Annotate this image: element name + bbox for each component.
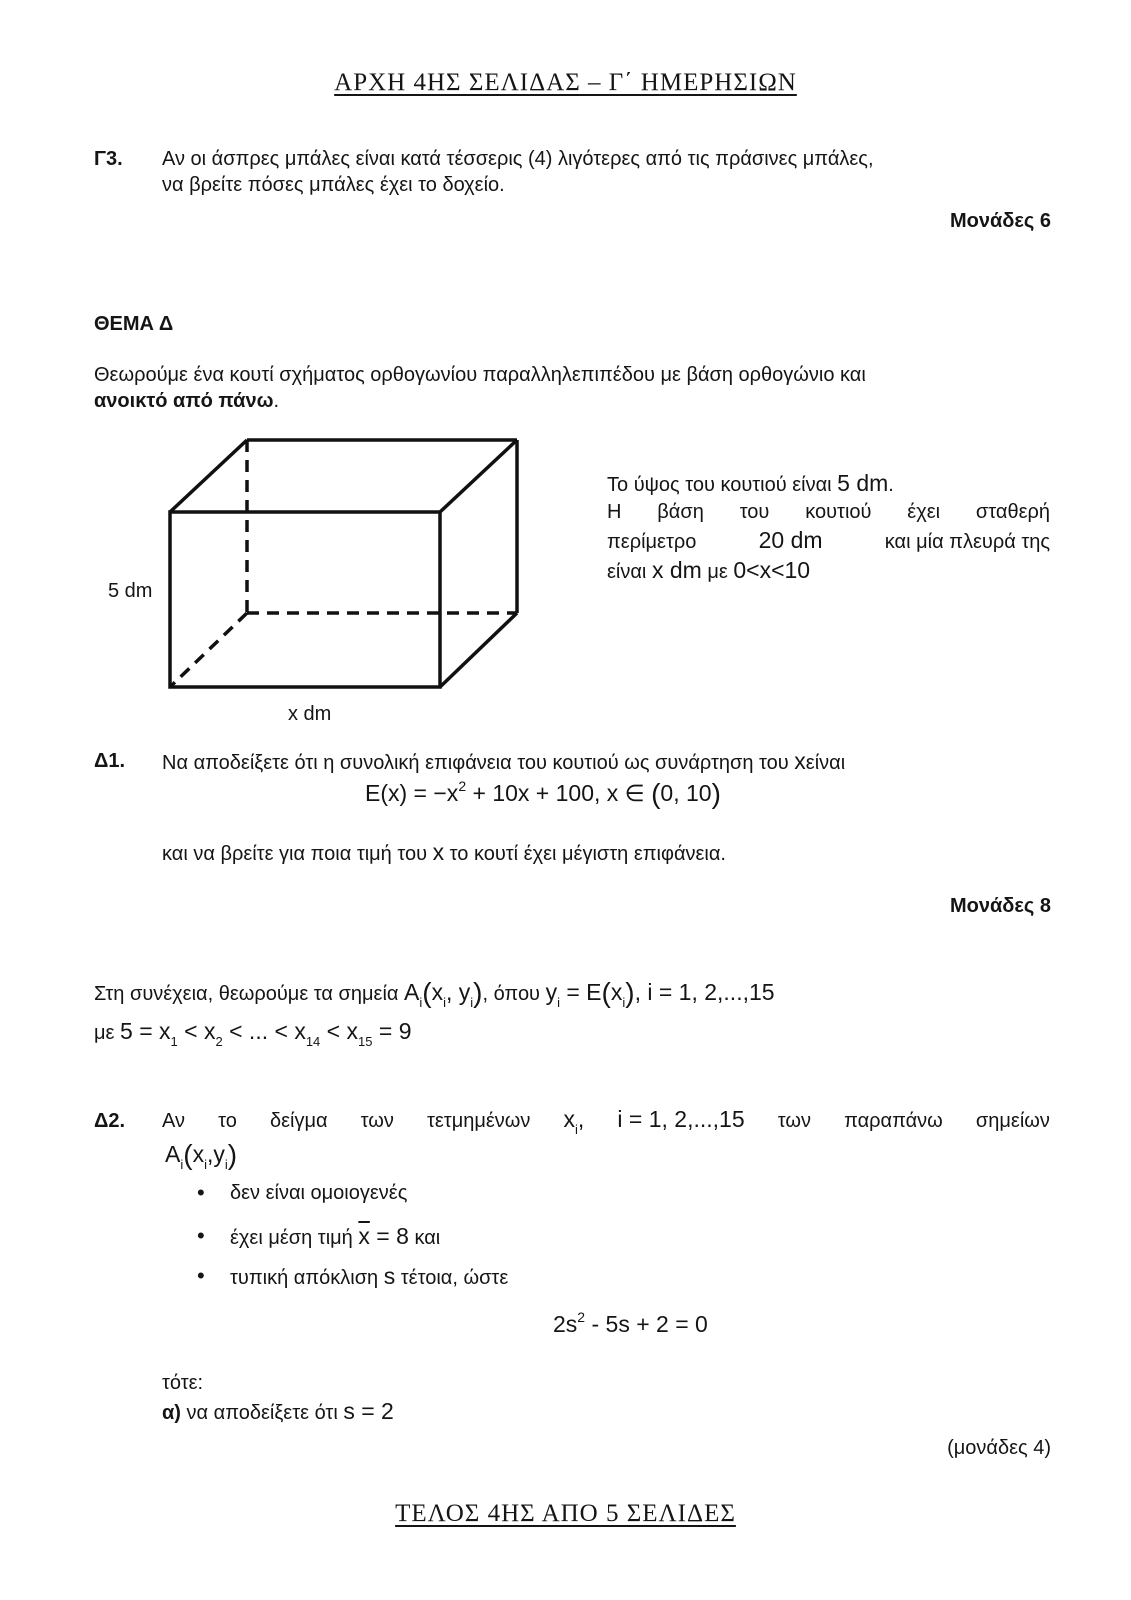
figure-height-label: 5 dm: [108, 580, 153, 602]
d2-close: ): [227, 1139, 238, 1170]
order-b: < x: [177, 1018, 216, 1044]
box-hidden-edge-diagonal: [170, 613, 247, 687]
perimeter-text: περίμετρο: [607, 531, 697, 553]
mean-xbar: $\overline{x}$: [358, 1223, 370, 1249]
g3-marks: Μονάδες 6: [950, 210, 1051, 232]
figure-text-line2: Η βάση του κουτιού έχει σταθερή: [607, 501, 1050, 523]
question-g3-line1: Αν οι άσπρες μπάλες είναι κατά τέσσερις (4) λιγότερες από τις πράσινες μπάλες,: [162, 148, 874, 170]
d2-word: σημείων: [975, 1110, 1050, 1132]
page-header: ΑΡΧΗ 4ΗΣ ΣΕΛΙΔΑΣ – Γ΄ ΗΜΕΡΗΣΙΩΝ: [334, 69, 797, 96]
point-close: ): [473, 977, 483, 1008]
height-period: .: [888, 474, 894, 496]
subquestion-a: [162, 1398, 394, 1426]
def-y: y: [545, 979, 558, 1005]
height-value: 5 dm: [837, 470, 889, 496]
d2-y-sub: i: [224, 1157, 228, 1172]
theme-intro-line1: Θεωρούμε ένα κουτί σχήματος ορθογωνίου παραλληλεπιπέδου με βάση ορθογώνιο και: [94, 364, 866, 386]
def-x-sub: i: [622, 995, 626, 1010]
figure-text-line4: [607, 557, 810, 585]
def-y-sub: i: [557, 995, 560, 1010]
question-g3-number: Γ3.: [94, 148, 123, 170]
def-eq: = E: [559, 979, 602, 1005]
mean-text: έχει μέση τιμή: [230, 1227, 353, 1249]
abscissa-sub: i: [575, 1122, 578, 1137]
box-edge-top-right: [440, 440, 517, 512]
order-sub-2: 2: [215, 1034, 223, 1049]
d2-word: το: [218, 1110, 237, 1132]
def-open: (: [601, 977, 611, 1008]
formula-start: E(x) = −x: [365, 780, 459, 806]
point-x-sub: i: [443, 995, 446, 1010]
bullet-dot-icon: •: [197, 1180, 205, 1205]
abscissa-comma: ,: [577, 1106, 585, 1132]
page-footer: ΤΕΛΟΣ 4ΗΣ ΑΠΟ 5 ΣΕΛΙΔΕΣ: [395, 1500, 736, 1527]
d2-word: δείγμα: [269, 1110, 328, 1132]
eq-rest: - 5s + 2 = 0: [585, 1311, 708, 1337]
d2-x-sub: i: [204, 1157, 207, 1172]
order-sub-14: 14: [305, 1034, 321, 1049]
point-a: A: [404, 979, 420, 1005]
d1-marks: Μονάδες 8: [950, 895, 1051, 917]
point-a-sub: i: [419, 995, 423, 1010]
mean-value: = 8: [369, 1223, 409, 1249]
bullet-dot-icon: •: [197, 1223, 205, 1248]
point-x: x: [431, 979, 444, 1005]
point-open: (: [422, 977, 432, 1008]
eq-start: 2s: [553, 1311, 578, 1337]
d2-point-a-sub: i: [180, 1157, 184, 1172]
height-text: Το ύψος του κουτιού είναι: [607, 474, 832, 496]
formula-exponent: 2: [458, 778, 467, 794]
d2-range: i = 1, 2,...,15: [617, 1106, 745, 1132]
open-top-emphasis: ανοικτό από πάνω: [94, 390, 274, 412]
question-d1-line1: [162, 748, 845, 776]
formula-middle: + 10x + 100, x ∈: [466, 780, 652, 806]
d1-text: Να αποδείξετε ότι η συνολική επιφάνεια του κουτιού ως συνάρτηση του: [162, 752, 789, 774]
with-text: με: [707, 561, 728, 583]
figure-width-label: x dm: [288, 703, 332, 725]
bullet-2: [230, 1223, 440, 1251]
d2-point-a: A: [165, 1141, 181, 1167]
order-sub-15: 15: [358, 1034, 373, 1049]
d2-word: των: [360, 1110, 394, 1132]
points-line2: [94, 1018, 412, 1048]
points-text: Στη συνέχεια, θεωρούμε τα σημεία: [94, 983, 399, 1005]
eq-exponent: 2: [577, 1309, 586, 1325]
such-that-text: τέτοια, ώστε: [400, 1267, 509, 1289]
order-a: 5 = x: [120, 1018, 171, 1044]
d2-word: παραπάνω: [844, 1110, 943, 1132]
theme-title: ΘΕΜΑ Δ: [94, 313, 174, 335]
question-d2-number: Δ2.: [94, 1110, 126, 1132]
d2-word: τετμημένων: [426, 1110, 531, 1132]
sd-variable: s: [383, 1263, 396, 1289]
with-label: με: [94, 1022, 115, 1044]
d2-word: των: [777, 1110, 811, 1132]
perimeter-value: 20 dm: [758, 527, 823, 553]
def-x: x: [610, 979, 623, 1005]
question-g3-line2: να βρείτε πόσες μπάλες έχει το δοχείο.: [162, 174, 505, 196]
order-e: = 9: [372, 1018, 412, 1044]
point-y-sub: i: [470, 995, 474, 1010]
side-text: και μία πλευρά της: [884, 531, 1050, 553]
sd-equation: [553, 1311, 708, 1340]
d2-word: Αν: [162, 1110, 185, 1132]
order-sub-1: 1: [170, 1034, 178, 1049]
subquestion-a-text: να αποδείξετε ότι: [186, 1402, 338, 1424]
side-value: x dm: [651, 557, 702, 583]
question-d1-number: Δ1.: [94, 750, 126, 772]
bullet-3: [230, 1263, 508, 1291]
theme-intro-line2: [94, 388, 279, 414]
question-d1-line2: [162, 839, 726, 867]
subquestion-a-marks: (μονάδες 4): [947, 1437, 1051, 1459]
d2-x: x: [192, 1141, 205, 1167]
domain-inequality: 0<x<10: [733, 557, 811, 583]
abscissa-x: x: [563, 1106, 576, 1132]
points-line1: [94, 978, 775, 1009]
def-range: , i = 1, 2,...,15: [634, 979, 775, 1005]
where-text: , όπου: [482, 983, 540, 1005]
order-d: < x: [320, 1018, 359, 1044]
and-text: και: [414, 1227, 441, 1249]
figure-text-line1: [607, 470, 894, 498]
d1-line2-variable: x: [432, 839, 445, 865]
d1-variable: x: [794, 748, 806, 774]
subquestion-a-math: s = 2: [343, 1398, 394, 1424]
question-d2-line1: [162, 1106, 1050, 1136]
d2-point-notation: [165, 1140, 237, 1171]
formula-interval: 0, 10: [660, 780, 712, 806]
formula-open-paren: (: [651, 778, 661, 809]
d2-y: ,y: [206, 1141, 225, 1167]
box-edge-bottom-right: [440, 613, 517, 687]
d1-line2-text: και να βρείτε για ποια τιμή του: [162, 843, 428, 865]
intro-period: .: [273, 390, 280, 412]
subquestion-a-label: α): [162, 1402, 181, 1424]
figure-text-line3: [607, 527, 1050, 555]
sd-text: τυπική απόκλιση: [230, 1267, 379, 1289]
then-text: τότε:: [162, 1372, 204, 1394]
box-figure: [165, 430, 525, 690]
formula-close-paren: ): [711, 778, 721, 809]
bullet-1: δεν είναι ομοιογενές: [230, 1182, 408, 1204]
box-front-face: [170, 512, 440, 687]
order-c: < ... < x: [222, 1018, 306, 1044]
box-edge-top-left: [170, 440, 247, 512]
point-y: , y: [445, 979, 471, 1005]
d2-open: (: [183, 1139, 193, 1170]
def-close: ): [625, 977, 635, 1008]
bullet-dot-icon: •: [197, 1263, 205, 1288]
d1-formula: [365, 779, 721, 809]
d1-line2-end: το κουτί έχει μέγιστη επιφάνεια.: [449, 843, 726, 865]
d1-end: είναι: [805, 752, 846, 774]
is-text: είναι: [607, 561, 647, 583]
